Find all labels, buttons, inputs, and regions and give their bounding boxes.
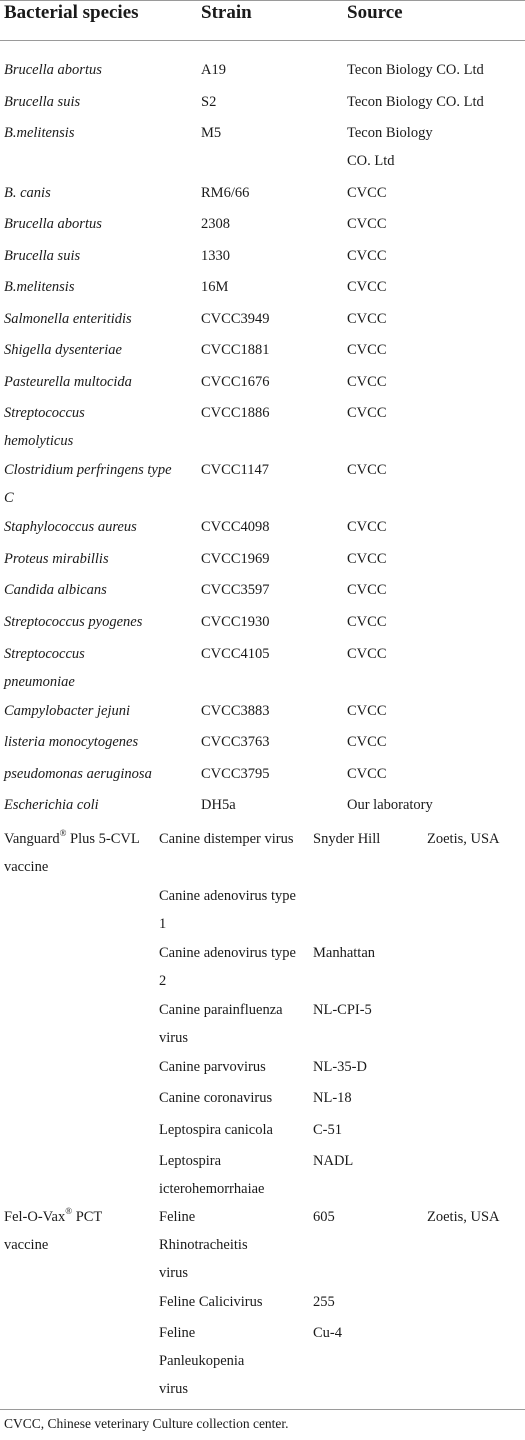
strain-cell: CVCC1676: [201, 374, 270, 390]
header-species: Bacterial species: [4, 2, 139, 23]
registered-mark: ®: [59, 828, 67, 839]
table-bottom-rule: [0, 1409, 525, 1410]
strain-cell: NADL: [313, 1153, 354, 1169]
source-cell: Tecon Biology CO. Ltd: [347, 94, 484, 110]
strain-cell: CVCC3949: [201, 311, 270, 327]
strain-cell: A19: [201, 62, 226, 78]
vaccine-row: [0, 1110, 525, 1141]
source-cell: CVCC: [347, 551, 387, 567]
table-row: [0, 539, 525, 570]
table-row: [0, 754, 525, 785]
source-cell: Zoetis, USA: [427, 831, 500, 847]
vaccine-row: [0, 1282, 525, 1313]
vaccine-name: Fel-O-Vax: [4, 1209, 66, 1225]
vaccine-row: [0, 819, 525, 876]
species-cell: Escherichia coli: [4, 797, 99, 813]
strain-cell: 2308: [201, 216, 230, 232]
strain-cell: CVCC3763: [201, 734, 270, 750]
source-cell: Our laboratory: [347, 797, 433, 813]
source-cell: CVCC: [347, 766, 387, 782]
species-cell: Streptococcus hemolyticus: [4, 405, 85, 449]
species-cell: B.melitensis: [4, 125, 75, 141]
strain-cell: CVCC1881: [201, 342, 270, 358]
species-cell: B.melitensis: [4, 279, 75, 295]
component-cell: Feline Panleukopenia virus: [159, 1325, 245, 1397]
vaccine-row: [0, 990, 525, 1047]
vaccine-name-suffix: PCT vaccine: [4, 1209, 103, 1253]
strain-cell: NL-35-D: [313, 1059, 367, 1075]
species-cell: Brucella suis: [4, 248, 81, 264]
species-cell: Clostridium perfringens type C: [4, 462, 172, 506]
table-row: [0, 113, 525, 173]
table-row: [0, 173, 525, 204]
source-cell: CVCC: [347, 582, 387, 598]
table-row: [0, 236, 525, 267]
table-row: [0, 602, 525, 634]
strain-cell: RM6/66: [201, 185, 250, 201]
source-cell: CVCC: [347, 374, 387, 390]
species-cell: Brucella abortus: [4, 62, 102, 78]
strain-cell: CVCC3883: [201, 703, 270, 719]
table-row: [0, 204, 525, 236]
vaccine-row: [0, 1197, 525, 1282]
strain-cell: CVCC1930: [201, 614, 270, 630]
header-rule: [0, 40, 525, 41]
component-cell: Canine parvovirus: [159, 1059, 266, 1075]
source-cell: CVCC: [347, 185, 387, 201]
table-row: [0, 299, 525, 330]
species-cell: Shigella dysenteriae: [4, 342, 122, 358]
component-cell: Leptospira icterohemorrhaiae: [159, 1153, 265, 1197]
species-cell: Staphylococcus aureus: [4, 519, 137, 535]
table-row: [0, 507, 525, 539]
table-row: [0, 362, 525, 393]
table-row: [0, 570, 525, 602]
source-cell: Tecon Biology CO. Ltd: [347, 125, 433, 169]
strain-cell: CVCC4105: [201, 646, 270, 662]
source-cell: CVCC: [347, 614, 387, 630]
vaccine-name-cell: [4, 825, 154, 881]
component-cell: Canine adenovirus type 1: [159, 888, 296, 932]
table-row: [0, 50, 525, 82]
vaccine-name-suffix: Plus 5-CVL vaccine: [4, 831, 140, 875]
strain-cell: M5: [201, 125, 222, 141]
species-cell: Streptococcus pneumoniae: [4, 646, 85, 690]
source-cell: Tecon Biology CO. Ltd: [347, 62, 484, 78]
source-cell: CVCC: [347, 342, 387, 358]
table-top-rule: [0, 0, 525, 1]
source-cell: CVCC: [347, 734, 387, 750]
source-cell: CVCC: [347, 279, 387, 295]
strain-cell: Snyder Hill: [313, 831, 381, 847]
component-cell: Feline Rhinotracheitis virus: [159, 1209, 248, 1281]
species-cell: Pasteurella multocida: [4, 374, 132, 390]
source-cell: CVCC: [347, 248, 387, 264]
component-cell: Canine distemper virus: [159, 831, 294, 847]
species-cell: Candida albicans: [4, 582, 107, 598]
table-row: [0, 634, 525, 691]
species-cell: Brucella suis: [4, 94, 81, 110]
strain-cell: CVCC3795: [201, 766, 270, 782]
species-cell: Proteus mirabillis: [4, 551, 109, 567]
component-cell: Canine adenovirus type 2: [159, 945, 296, 989]
vaccine-row: [0, 1078, 525, 1110]
table-row: [0, 267, 525, 299]
strain-cell: CVCC1969: [201, 551, 270, 567]
species-cell: Salmonella enteritidis: [4, 311, 132, 327]
vaccine-row: [0, 933, 525, 990]
source-cell: CVCC: [347, 519, 387, 535]
source-cell: CVCC: [347, 405, 387, 421]
component-cell: Leptospira canicola: [159, 1122, 273, 1138]
source-cell: CVCC: [347, 646, 387, 662]
component-cell: Canine coronavirus: [159, 1090, 273, 1106]
vaccine-name: Vanguard: [4, 831, 60, 847]
source-cell: CVCC: [347, 703, 387, 719]
table-row: [0, 393, 525, 450]
strain-cell: 605: [313, 1209, 335, 1225]
strain-cell: DH5a: [201, 797, 236, 813]
table-row: [0, 785, 525, 819]
component-cell: Feline Calicivirus: [159, 1294, 263, 1310]
source-cell: CVCC: [347, 216, 387, 232]
strain-cell: CVCC3597: [201, 582, 270, 598]
source-cell: CVCC: [347, 462, 387, 478]
vaccine-row: [0, 1141, 525, 1197]
species-cell: Campylobacter jejuni: [4, 703, 131, 719]
table-row: [0, 722, 525, 754]
species-cell: Brucella abortus: [4, 216, 102, 232]
species-cell: B. canis: [4, 185, 51, 201]
strain-cell: 16M: [201, 279, 229, 295]
strain-cell: 1330: [201, 248, 230, 264]
strain-cell: CVCC4098: [201, 519, 270, 535]
species-cell: listeria monocytogenes: [4, 734, 139, 750]
strain-cell: CVCC1147: [201, 462, 269, 478]
strain-cell: Cu-4: [313, 1325, 342, 1341]
source-cell: Zoetis, USA: [427, 1209, 500, 1225]
table-row: [0, 450, 525, 507]
header-source: Source: [347, 2, 403, 23]
strain-cell: NL-CPI-5: [313, 1002, 372, 1018]
vaccine-row: [0, 1313, 525, 1398]
species-cell: Streptococcus pyogenes: [4, 614, 143, 630]
strain-cell: Manhattan: [313, 945, 376, 961]
registered-mark: ®: [65, 1206, 73, 1217]
strain-cell: CVCC1886: [201, 405, 270, 421]
strain-cell: C-51: [313, 1122, 342, 1138]
strain-cell: S2: [201, 94, 217, 110]
source-cell: CVCC: [347, 311, 387, 327]
header-strain: Strain: [201, 2, 252, 23]
strain-cell: 255: [313, 1294, 335, 1310]
vaccine-row: [0, 1047, 525, 1078]
vaccine-row: [0, 876, 525, 933]
table-row: [0, 691, 525, 722]
table-row: [0, 330, 525, 362]
table-row: [0, 82, 525, 113]
strain-cell: NL-18: [313, 1090, 352, 1106]
vaccine-name-cell: [4, 1203, 144, 1259]
table-footnote: CVCC, Chinese veterinary Culture collection center.: [4, 1416, 289, 1431]
table-body: [0, 50, 525, 1398]
component-cell: Canine parainfluenza virus: [159, 1002, 283, 1046]
species-cell: pseudomonas aeruginosa: [4, 766, 152, 782]
